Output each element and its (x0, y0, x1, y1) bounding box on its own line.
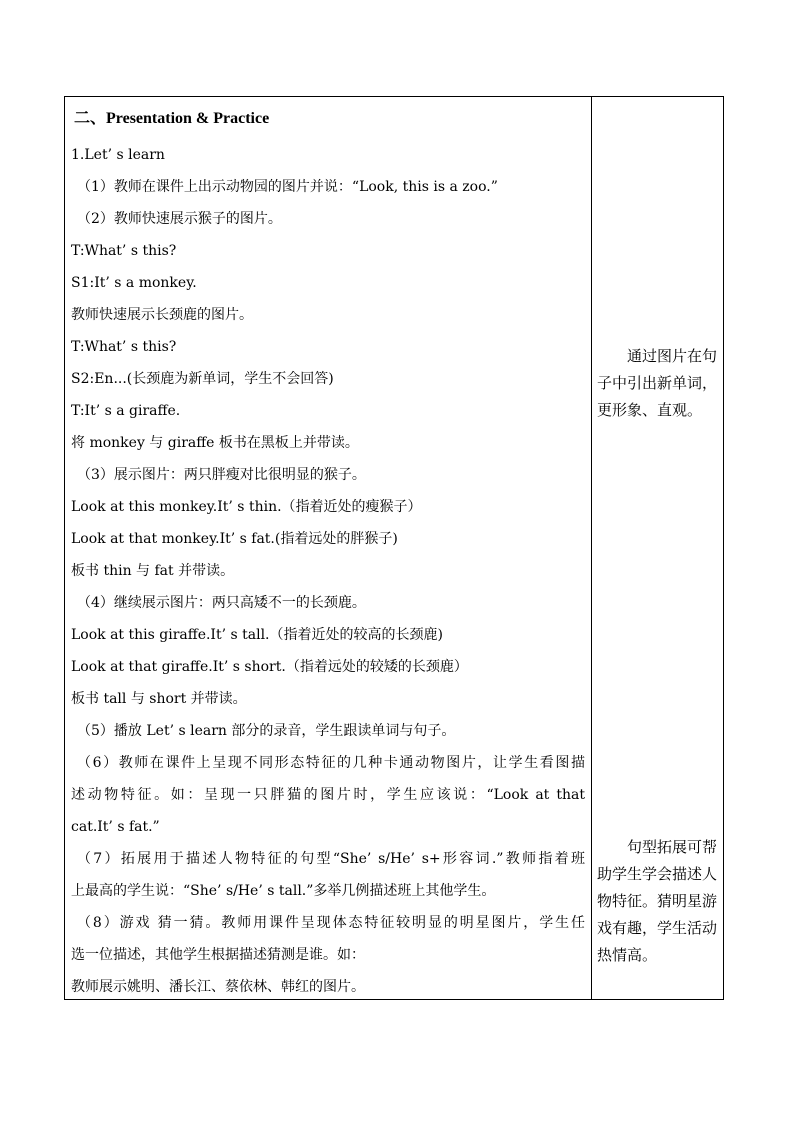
design-note-2 (597, 834, 719, 969)
lesson-line: （3）展示图片：两只胖瘦对比很明显的猴子。 (77, 467, 366, 483)
lesson-line: Look at that monkey.It’ s fat.(指着远处的胖猴子) (71, 531, 398, 547)
lesson-table (64, 96, 724, 1000)
design-note-text: 通过图片在句子中引出新单词，更形象、直观。 (597, 347, 718, 419)
lesson-line: S2:En...(长颈鹿为新单词，学生不会回答) (71, 371, 334, 387)
design-note-1 (597, 343, 719, 424)
lesson-line: 教师快速展示长颈鹿的图片。 (71, 307, 253, 323)
lesson-line: 述动物特征。如：呈现一只胖猫的图片时，学生应该说：“Look at that (71, 787, 585, 803)
lesson-line: 选一位描述，其他学生根据描述猜测是谁。如： (71, 947, 365, 963)
lesson-line: T:It’ s a giraffe. (71, 403, 181, 419)
lesson-line: 板书 tall 与 short 并带读。 (71, 691, 247, 707)
lesson-line: S1:It’ s a monkey. (71, 275, 197, 291)
lesson-line: （5）播放 Let’ s learn 部分的录音，学生跟读单词与句子。 (77, 723, 456, 739)
lesson-content (71, 103, 585, 1003)
lesson-line: 上最高的学生说：“She’ s/He’ s tall.”多举几例描述班上其他学生。 (71, 883, 496, 899)
column-divider (591, 97, 592, 999)
lesson-line: T:What’ s this? (71, 243, 177, 259)
lesson-line: 1.Let’ s learn (71, 147, 165, 163)
lesson-line: （7）拓展用于描述人物特征的句型“She’ s/He’ s+形容词.”教师指着班 (77, 851, 585, 867)
lesson-line: Look at this monkey.It’ s thin.（指着近处的瘦猴子） (71, 499, 422, 515)
lesson-line: （6）教师在课件上呈现不同形态特征的几种卡通动物图片，让学生看图描 (77, 755, 585, 771)
lesson-line: 教师展示姚明、潘长江、蔡依林、韩红的图片。 (71, 979, 365, 995)
design-note-text: 句型拓展可帮助学生学会描述人物特征。猜明星游戏有趣，学生活动热情高。 (597, 838, 718, 964)
lesson-line: cat.It’ s fat.” (71, 819, 160, 835)
lesson-line: （1）教师在课件上出示动物园的图片并说：“Look, this is a zoo.” (77, 179, 498, 195)
lesson-line: （2）教师快速展示猴子的图片。 (77, 211, 282, 227)
lesson-line: T:What’ s this? (71, 339, 177, 355)
section-heading: 二、Presentation & Practice (74, 110, 270, 127)
lesson-line: 将 monkey 与 giraffe 板书在黑板上并带读。 (71, 435, 359, 451)
lesson-line: （4）继续展示图片：两只高矮不一的长颈鹿。 (77, 595, 366, 611)
lesson-line: Look at that giraffe.It’ s short.（指着远处的较矮的长颈鹿） (71, 659, 468, 675)
lesson-line: 板书 thin 与 fat 并带读。 (71, 563, 235, 579)
lesson-line: （8）游戏 猜一猜。教师用课件呈现体态特征较明显的明星图片，学生任 (77, 915, 585, 931)
lesson-line: Look at this giraffe.It’ s tall.（指着近处的较高的长颈鹿) (71, 627, 443, 643)
